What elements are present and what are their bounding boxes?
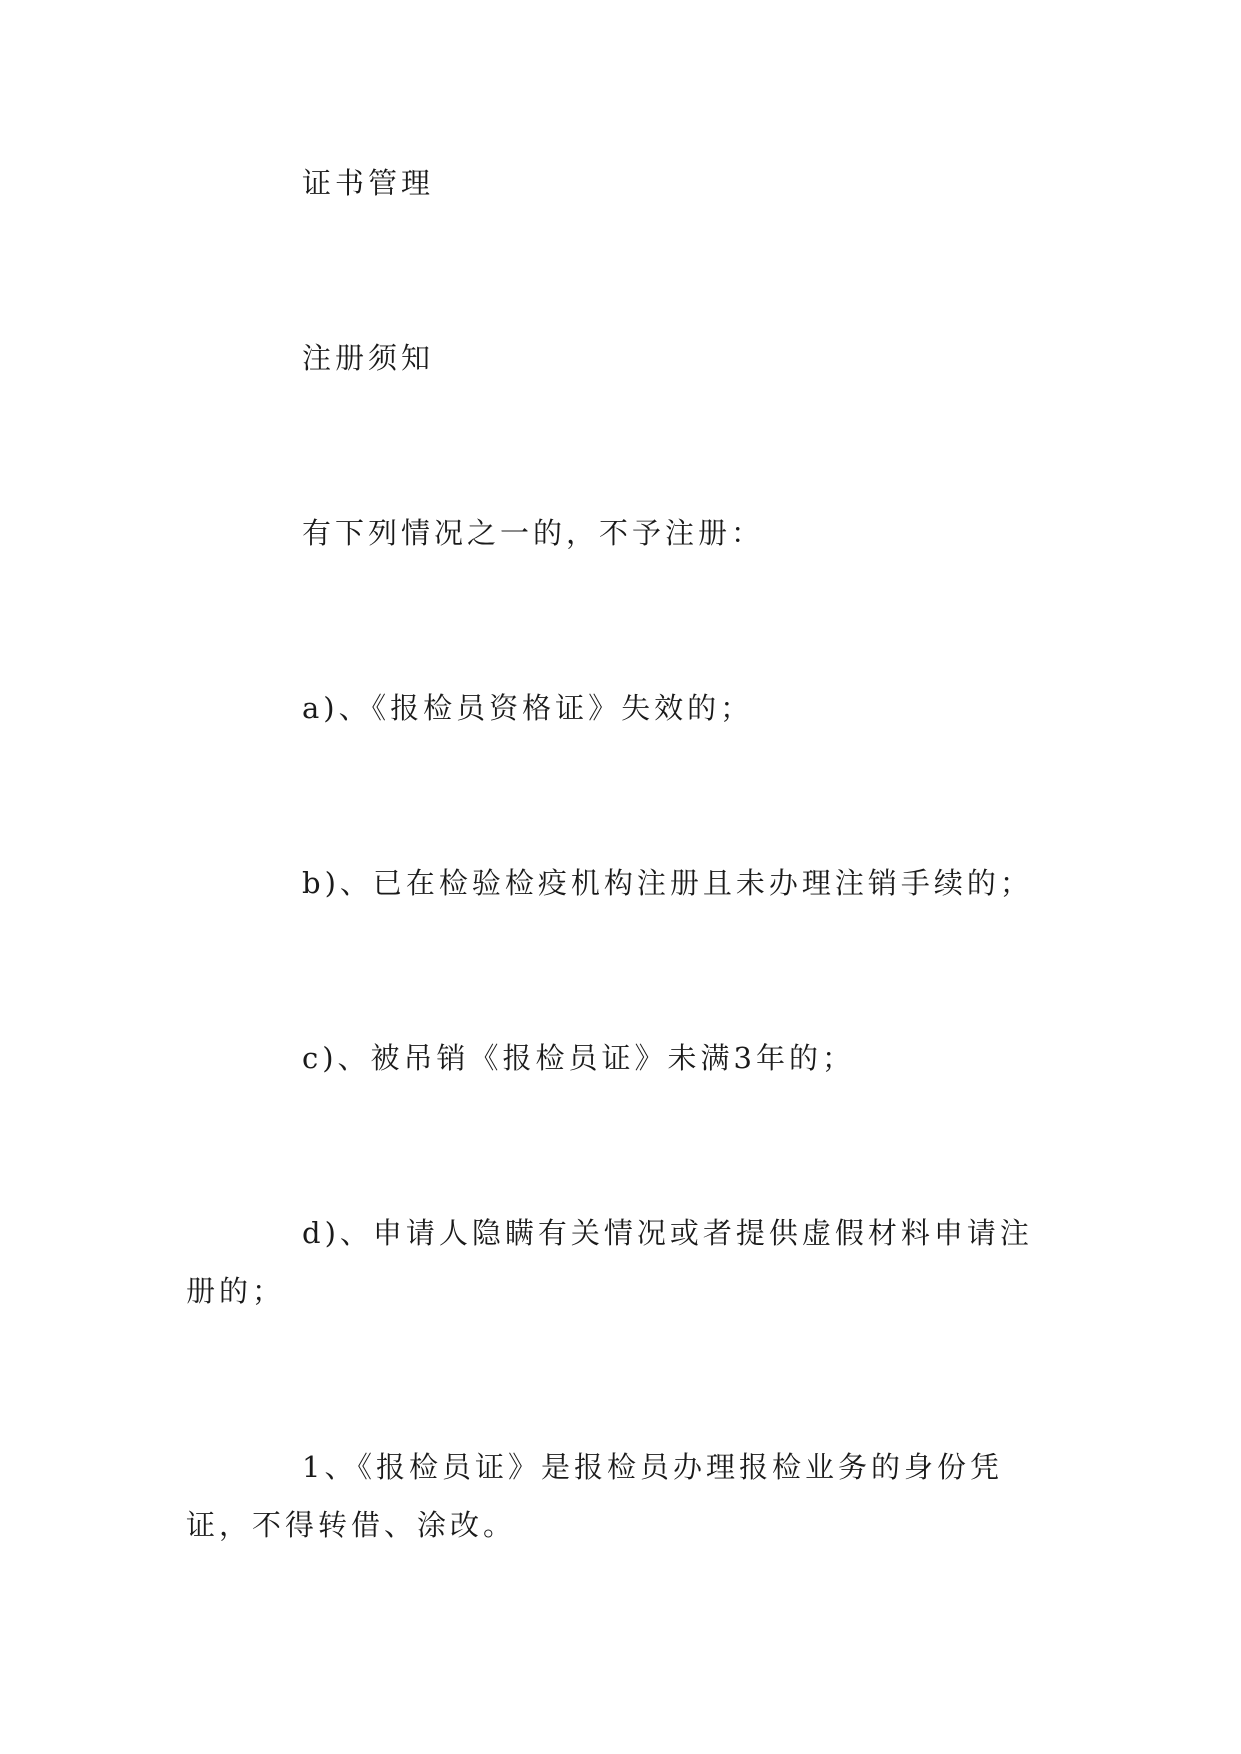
list-item-d: d)、申请人隐瞒有关情况或者提供虚假材料申请注册的； bbox=[186, 1216, 1033, 1308]
list-item-b: b)、已在检验检疫机构注册且未办理注销手续的； bbox=[302, 866, 1033, 900]
section-heading-certificate-management: 证书管理 bbox=[302, 166, 435, 200]
list-item-c: c)、被吊销《报检员证》未满3年的； bbox=[302, 1041, 856, 1075]
list-item-a: a)、《报检员资格证》失效的； bbox=[302, 691, 754, 725]
numbered-paragraph-1: 1、《报检员证》是报检员办理报检业务的身份凭证，不得转借、涂改。 bbox=[186, 1450, 1003, 1542]
intro-paragraph: 有下列情况之一的，不予注册： bbox=[302, 516, 765, 550]
section-heading-registration-notice: 注册须知 bbox=[302, 341, 435, 375]
